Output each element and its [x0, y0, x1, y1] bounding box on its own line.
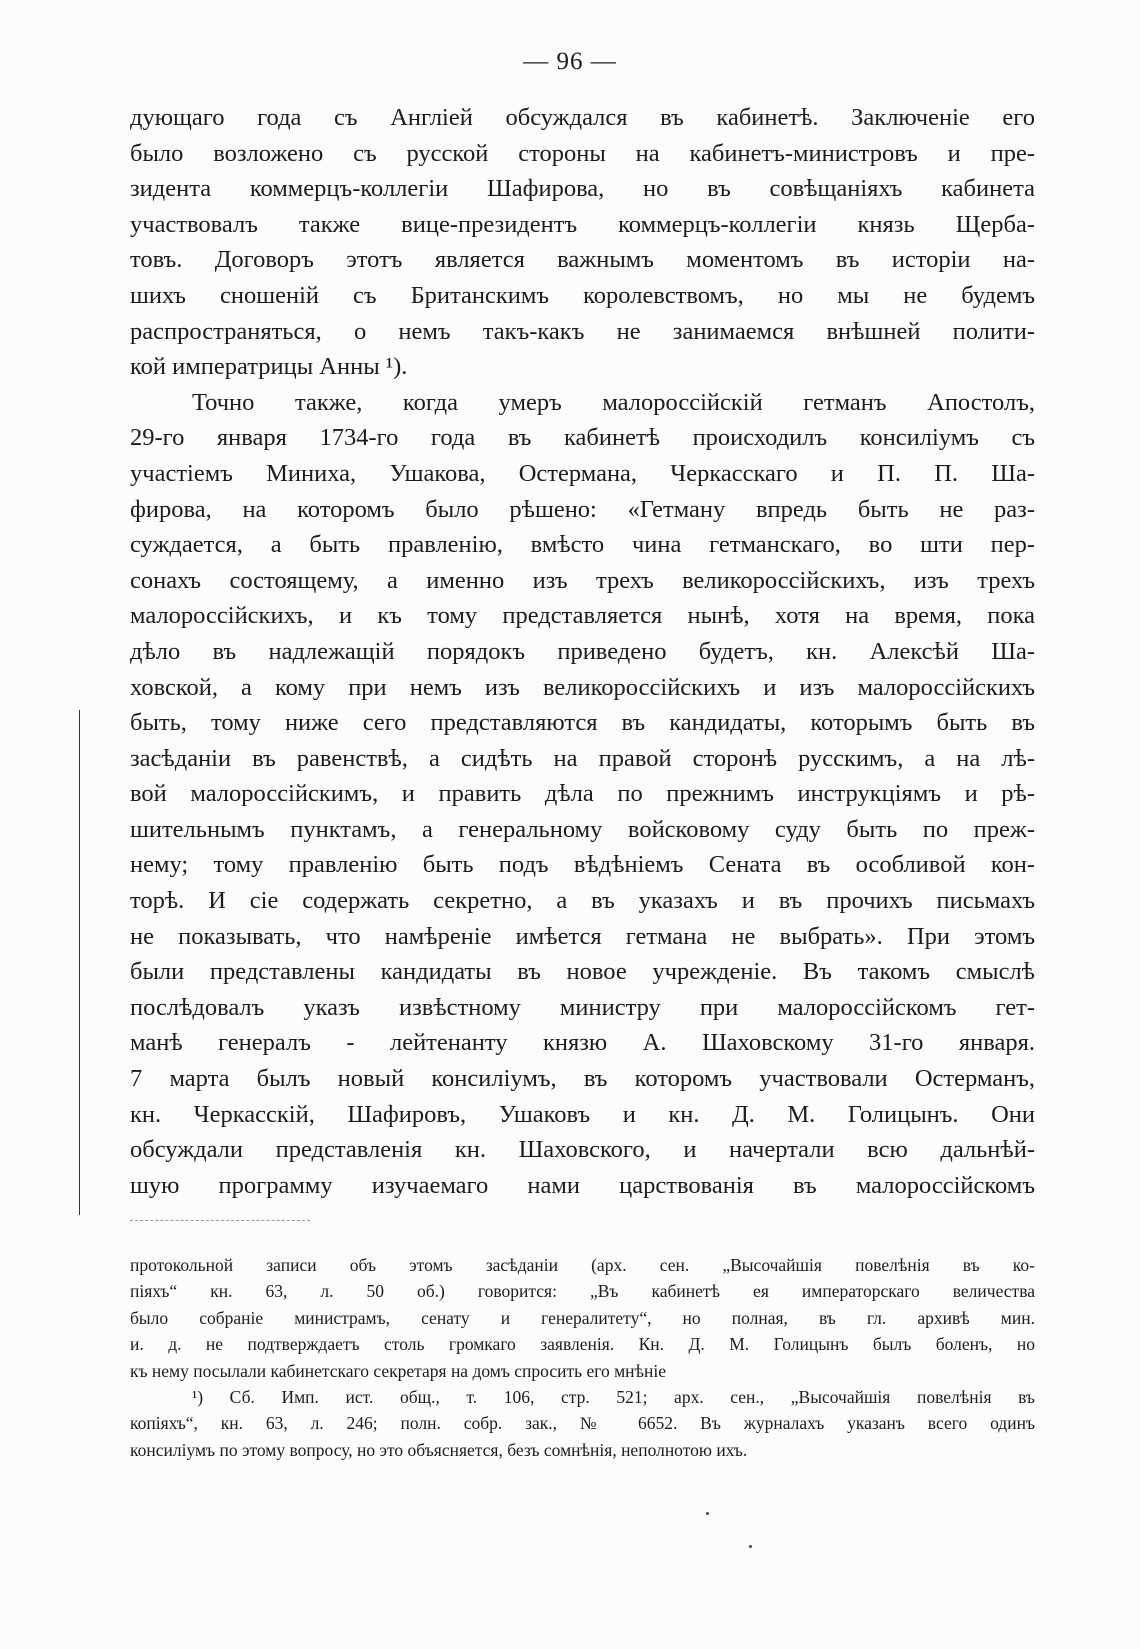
text-line: засѣданіи въ равенствѣ, а сидѣть на правой сторонѣ русскимъ, а на лѣ-	[130, 744, 1035, 772]
footnote-line: консиліумъ по этому вопросу, но это объясняется, безъ сомнѣнія, неполнотою ихъ.	[130, 1439, 748, 1460]
text-line: манѣ генералъ - лейтенанту князю А. Шаховскому 31-го января.	[130, 1029, 1035, 1057]
text-line: 29-го января 1734-го года въ кабинетѣ происходилъ консиліумъ съ	[130, 424, 1035, 452]
text-line: не показывать, что намѣреніе имѣется гетмана не выбрать». При этомъ	[130, 922, 1035, 950]
text-line: дѣло въ надлежащій порядокъ приведено будетъ, кн. Алексѣй Ша-	[130, 637, 1035, 665]
text-line: шительнымъ пунктамъ, а генеральному войсковому суду быть по преж-	[130, 815, 1035, 843]
text-line: фирова, на которомъ было рѣшено: «Гетману впредь быть не раз-	[130, 495, 1035, 523]
text-line: шихъ сношеній съ Британскимъ королевствомъ, но мы не будемъ	[130, 281, 1035, 309]
print-speck	[706, 1512, 709, 1515]
text-line: 7 марта былъ новый консиліумъ, въ которомъ участвовали Остерманъ,	[130, 1065, 1035, 1093]
footnote-1-start: ¹) Сб. Имп. ист. общ., т. 106, стр. 521; арх. сен., „Высочайшія повелѣнія въ	[192, 1386, 1035, 1407]
text-line: вой малороссійскимъ, и править дѣла по прежнимъ инструкціямъ и рѣ-	[130, 780, 1035, 808]
footnote-line: піяхъ“ кн. 63, л. 50 об.) говорится: „Въ кабинетѣ ея императорскаго величества	[130, 1281, 1035, 1302]
footnote-separator	[130, 1220, 310, 1221]
footnote-line: протокольной записи объ этомъ засѣданіи (арх. сен. „Высочайшія повелѣнія въ ко-	[130, 1255, 1035, 1275]
text-line: быть, тому ниже сего представляются въ кандидаты, которымъ быть въ	[130, 709, 1035, 737]
margin-line	[79, 710, 80, 1215]
page-number: — 96 —	[523, 48, 617, 75]
text-line: шую программу изучаемаго нами царствованія въ малороссійскомъ	[130, 1171, 1035, 1199]
footnote-line: было собраніе министрамъ, сенату и генералитету“, но полная, въ гл. архивѣ мин.	[130, 1307, 1035, 1328]
print-speck	[749, 1545, 752, 1548]
text-line: кой императрицы Анны ¹).	[130, 353, 408, 381]
text-line: дующаго года съ Англіей обсуждался въ кабинетѣ. Заключеніе его	[130, 104, 1035, 131]
text-line: были представлены кандидаты въ новое учрежденіе. Въ такомъ смыслѣ	[130, 958, 1035, 986]
text-line: сонахъ состоящему, а именно изъ трехъ великороссійскихъ, изъ трехъ	[130, 566, 1035, 594]
text-line: ховской, а кому при немъ изъ великороссійскихъ и изъ малороссійскихъ	[130, 673, 1035, 701]
text-line: зидента коммерцъ-коллегіи Шафирова, но въ совѣщаніяхъ кабинета	[130, 175, 1035, 203]
text-line: обсуждали представленія кн. Шаховского, и начертали всю дальнѣй-	[130, 1136, 1035, 1164]
text-line: малороссійскихъ, и къ тому представляется нынѣ, хотя на время, пока	[130, 602, 1035, 630]
text-line: участвовалъ также вице-президентъ коммерцъ-коллегіи князь Щерба-	[130, 210, 1035, 238]
text-line: было возложено съ русской стороны на кабинетъ-министровъ и пре-	[130, 139, 1035, 167]
paragraph-start-line: Точно также, когда умеръ малороссійскій гетманъ Апостолъ,	[192, 388, 1035, 416]
text-line: торѣ. И сіе содержать секретно, а въ указахъ и въ прочихъ письмахъ	[130, 887, 1035, 915]
text-line: нему; тому правленію быть подъ вѣдѣніемъ Сената въ особливой кон-	[130, 851, 1035, 879]
main-text	[130, 100, 1035, 1203]
footnote-line: копіяхъ“, кн. 63, л. 246; полн. собр. зак., № 6652. Въ журналахъ указанъ всего одинъ	[130, 1413, 1035, 1434]
footnote-line: и. д. не подтверждаетъ столь громкаго заявленія. Кн. Д. М. Голицынъ былъ боленъ, но	[130, 1334, 1035, 1355]
footnotes	[130, 1252, 1035, 1463]
text-line: кн. Черкасскій, Шафировъ, Ушаковъ и кн. Д. М. Голицынъ. Они	[130, 1100, 1035, 1128]
text-line: участіемъ Миниха, Ушакова, Остермана, Черкасскаго и П. П. Ша-	[130, 459, 1035, 487]
footnote-line: къ нему посылали кабинетскаго секретаря на домъ спросить его мнѣніе	[130, 1360, 667, 1381]
text-line: распространяться, о немъ такъ-какъ не занимаемся внѣшней полити-	[130, 317, 1035, 345]
text-line: послѣдовалъ указъ извѣстному министру при малороссійскомъ гет-	[130, 993, 1035, 1021]
text-line: суждается, а быть правленію, вмѣсто чина гетманскаго, во шти пер-	[130, 531, 1035, 559]
text-line: товъ. Договоръ этотъ является важнымъ моментомъ въ исторіи на-	[130, 246, 1035, 274]
